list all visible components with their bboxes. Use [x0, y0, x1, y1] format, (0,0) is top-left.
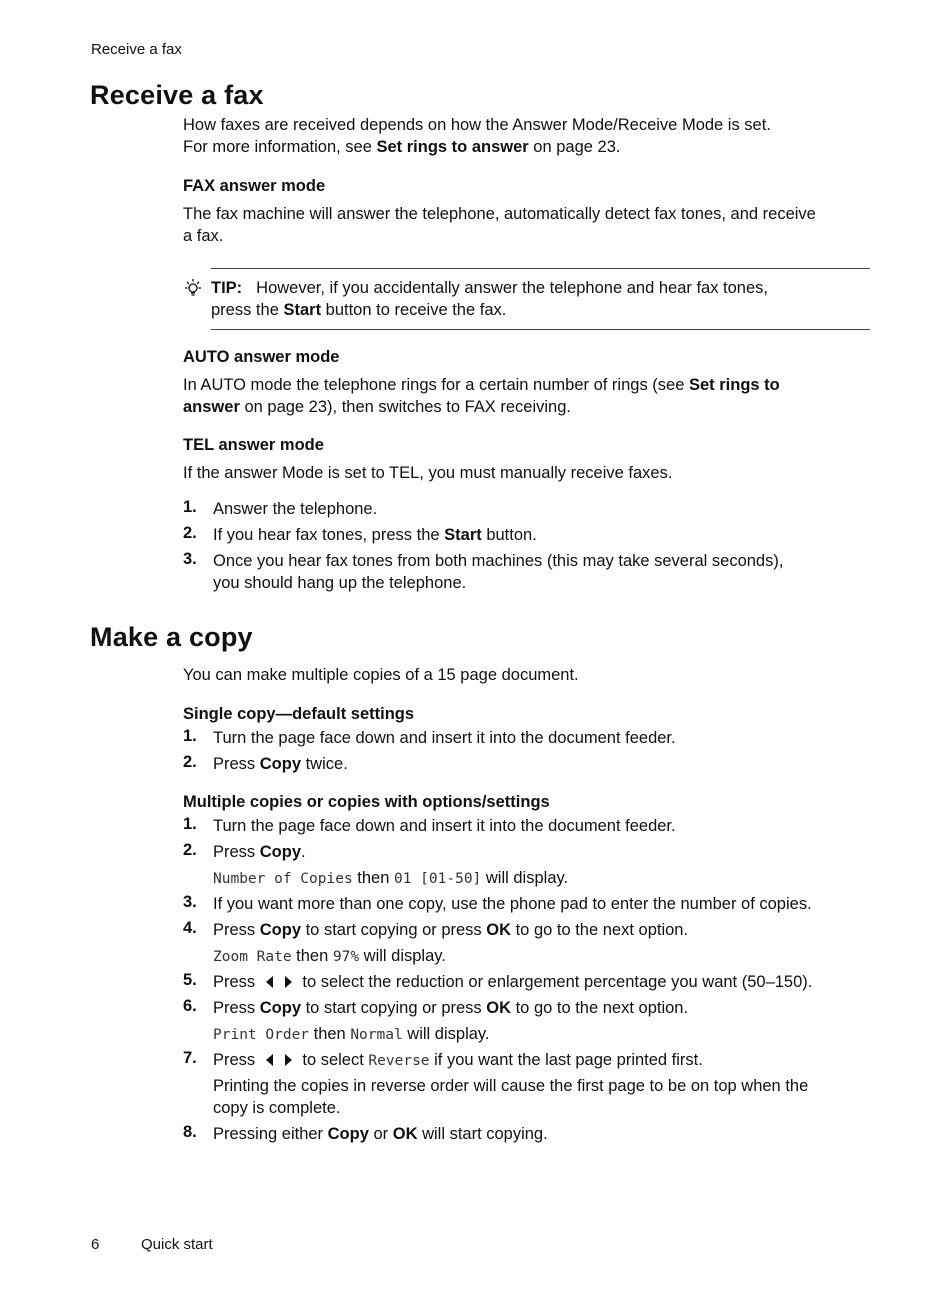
right-arrow-icon	[285, 1054, 292, 1066]
link-set-rings: Set rings to answer	[376, 138, 529, 156]
section-title-receive-fax: Receive a fax	[90, 80, 264, 110]
auto-mode-text-1: In AUTO mode the telephone rings for a certain number of rings (see Set rings to	[183, 376, 780, 394]
list-item: If you want more than one copy, use the phone pad to enter the number of copies.	[213, 895, 812, 913]
section-title-make-copy: Make a copy	[90, 622, 253, 652]
tel-mode-heading: TEL answer mode	[183, 436, 324, 454]
list-item: Press to select the reduction or enlargement percentage you want (50–150).	[213, 973, 813, 991]
fax-intro-2: For more information, see Set rings to answer on page 23.	[183, 138, 621, 156]
list-item: Press to select Reverse if you want the last page printed first.	[213, 1051, 703, 1069]
list-number: 8.	[183, 1123, 197, 1141]
left-arrow-icon	[266, 1054, 273, 1066]
footer-section: Quick start	[141, 1236, 213, 1253]
list-item-continued: you should hang up the telephone.	[213, 574, 467, 592]
tip-label: TIP:	[211, 279, 243, 297]
list-number: 5.	[183, 971, 197, 989]
list-number: 1.	[183, 815, 197, 833]
list-item: Press Copy twice.	[213, 755, 348, 773]
fax-mode-text-2: a fax.	[183, 227, 224, 245]
list-number: 2.	[183, 841, 197, 859]
fax-mode-heading: FAX answer mode	[183, 177, 326, 195]
list-item: Once you hear fax tones from both machines (this may take several seconds),	[213, 552, 784, 570]
list-item-note: Printing the copies in reverse order will cause the first page to be on top when the	[213, 1077, 809, 1095]
copy-intro: You can make multiple copies of a 15 page document.	[183, 666, 579, 684]
list-number: 3.	[183, 893, 197, 911]
single-copy-heading: Single copy—default settings	[183, 705, 415, 723]
list-item: Turn the page face down and insert it into the document feeder.	[213, 729, 676, 747]
lightbulb-icon	[182, 278, 204, 300]
list-item: If you hear fax tones, press the Start button.	[213, 526, 537, 544]
tip-line-2: press the Start button to receive the fax.	[211, 301, 507, 319]
list-number: 3.	[183, 550, 197, 568]
list-item: Answer the telephone.	[213, 500, 378, 518]
auto-mode-heading: AUTO answer mode	[183, 348, 340, 366]
auto-mode-text-2: answer on page 23), then switches to FAX receiving.	[183, 398, 571, 416]
display-text: Number of Copies then 01 [01-50] will display.	[213, 869, 569, 887]
list-number: 2.	[183, 753, 197, 771]
running-header: Receive a fax	[91, 41, 182, 58]
list-item: Press Copy to start copying or press OK to go to the next option.	[213, 999, 689, 1017]
list-item: Turn the page face down and insert it into the document feeder.	[213, 817, 676, 835]
page-number: 6	[91, 1236, 100, 1253]
display-text: Zoom Rate then 97% will display.	[213, 947, 446, 965]
list-number: 6.	[183, 997, 197, 1015]
list-number: 1.	[183, 727, 197, 745]
list-item: Press Copy.	[213, 843, 306, 861]
multi-copy-heading: Multiple copies or copies with options/settings	[183, 793, 550, 811]
left-arrow-icon	[266, 976, 273, 988]
list-item: Pressing either Copy or OK will start copying.	[213, 1125, 548, 1143]
tip-bottom-rule	[211, 329, 870, 330]
list-number: 2.	[183, 524, 197, 542]
display-text: Print Order then Normal will display.	[213, 1025, 490, 1043]
list-number: 7.	[183, 1049, 197, 1067]
fax-mode-text-1: The fax machine will answer the telephone, automatically detect fax tones, and receive	[183, 205, 816, 223]
list-number: 1.	[183, 498, 197, 516]
tel-mode-text: If the answer Mode is set to TEL, you must manually receive faxes.	[183, 464, 673, 482]
tip-line-1: TIP: However, if you accidentally answer the telephone and hear fax tones,	[211, 279, 768, 297]
right-arrow-icon	[285, 976, 292, 988]
list-item: Press Copy to start copying or press OK to go to the next option.	[213, 921, 689, 939]
tip-top-rule	[211, 268, 870, 269]
list-number: 4.	[183, 919, 197, 937]
list-item-note: copy is complete.	[213, 1099, 341, 1117]
fax-intro-1: How faxes are received depends on how the Answer Mode/Receive Mode is set.	[183, 116, 771, 134]
